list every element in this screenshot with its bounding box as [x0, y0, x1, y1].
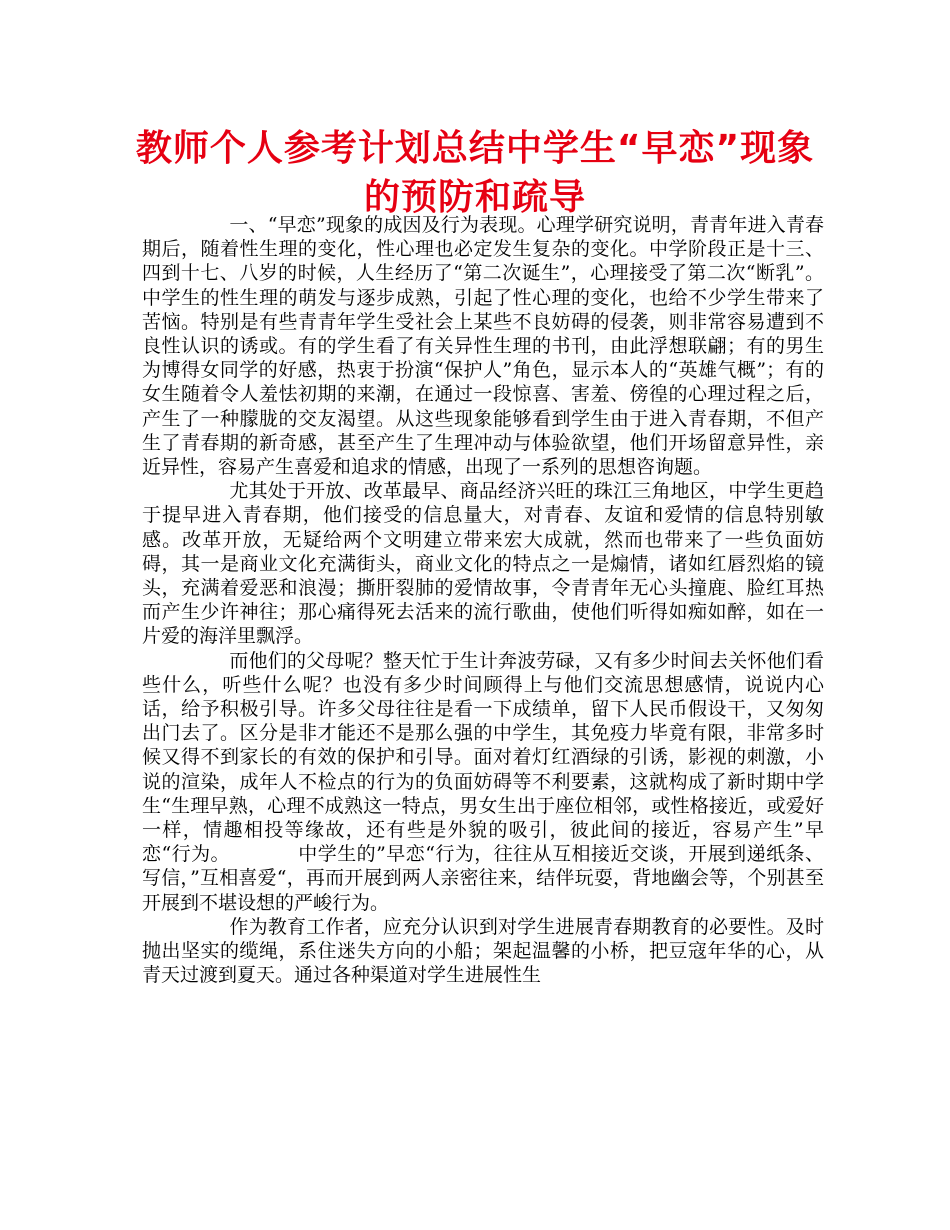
paragraph-2: 尤其处于开放、改革最早、商品经济兴旺的珠江三角地区，中学生更趋于提早进入青春期，他们接受的信息量大，对青春、友谊和爱情的信息特别敏感。改革开放，无疑给两个文明建立带来宏大成就，然而也带来了一些负面妨碍，其一是商业文化充满街头，商业文化的特点之一是煽情，诸如红唇烈焰的镜头，充满着爱恶和浪漫；撕肝裂肺的爱情故事，令青青年无心头撞鹿、脸红耳热而产生少许神往；那心痛得死去活来的流行歌曲，使他们听得如痴如醉，如在一片爱的海洋里飘浮。	[142, 480, 824, 648]
document-title: 教师个人参考计划总结中学生“早恋”现象的预防和疏导	[135, 128, 815, 218]
paragraph-1: 一、“早恋”现象的成因及行为表现。心理学研究说明，青青年进入青春期后，随着性生理的变化，性心理也必定发生复杂的变化。中学阶段正是十三、四到十七、八岁的时候，人生经历了“第二次诞生”，心理接受了第二次“断乳”。中学生的性生理的萌发与逐步成熟，引起了性心理的变化，也给不少学生带来了苦恼。特别是有些青青年学生受社会上某些不良妨碍的侵袭，则非常容易遭到不良性认识的诱或。有的学生看了有关异性生理的书刊，由此浮想联翩；有的男生为博得女同学的好感，热衷于扮演“保护人”角色，显示本人的“英雄气概”；有的女生随着令人羞怯初期的来潮，在通过一段惊喜、害羞、傍徨的心理过程之后，产生了一种朦胧的交友渴望。从这些现象能够看到学生由于进入青春期，不但产生了青春期的新奇感，甚至产生了生理冲动与体验欲望，他们开场留意异性，亲近异性，容易产生喜爱和追求的情感，出现了一系列的思想咨询题。	[142, 214, 824, 479]
paragraph-4: 作为教育工作者，应充分认识到对学生进展青春期教育的必要性。及时抛出坚实的缆绳，系住迷失方向的小船；架起温馨的小桥，把豆寇年华的心，从青天过渡到夏天。通过各种渠道对学生进展性生	[142, 915, 824, 987]
document-body	[142, 213, 824, 988]
paragraph-3: 而他们的父母呢？整天忙于生计奔波劳碌，又有多少时间去关怀他们看些什么，听些什么呢？也没有多少时间顾得上与他们交流思想感情，说说内心话，给予积极引导。许多父母往往是看一下成绩单，留下人民币假设干，又匆匆出门去了。区分是非才能还不是那么强的中学生，其免疫力毕竟有限，非常多时候又得不到家长的有效的保护和引导。面对着灯红酒绿的引诱，影视的刺激，小说的渲染，成年人不检点的行为的负面妨碍等不利要素，这就构成了新时期中学生“生理早熟，心理不成熟这一特点，男女生出于座位相邻，或性格接近，或爱好一样，情趣相投等缘故，还有些是外貌的吸引，彼此间的接近，容易产生”早恋“行为。 中学生的”早恋“行为，往往从互相接近交谈，开展到递纸条、写信，”互相喜爱“，再而开展到两人亲密往来，结伴玩耍，背地幽会等，个别甚至开展到不堪设想的严峻行为。	[142, 649, 824, 914]
